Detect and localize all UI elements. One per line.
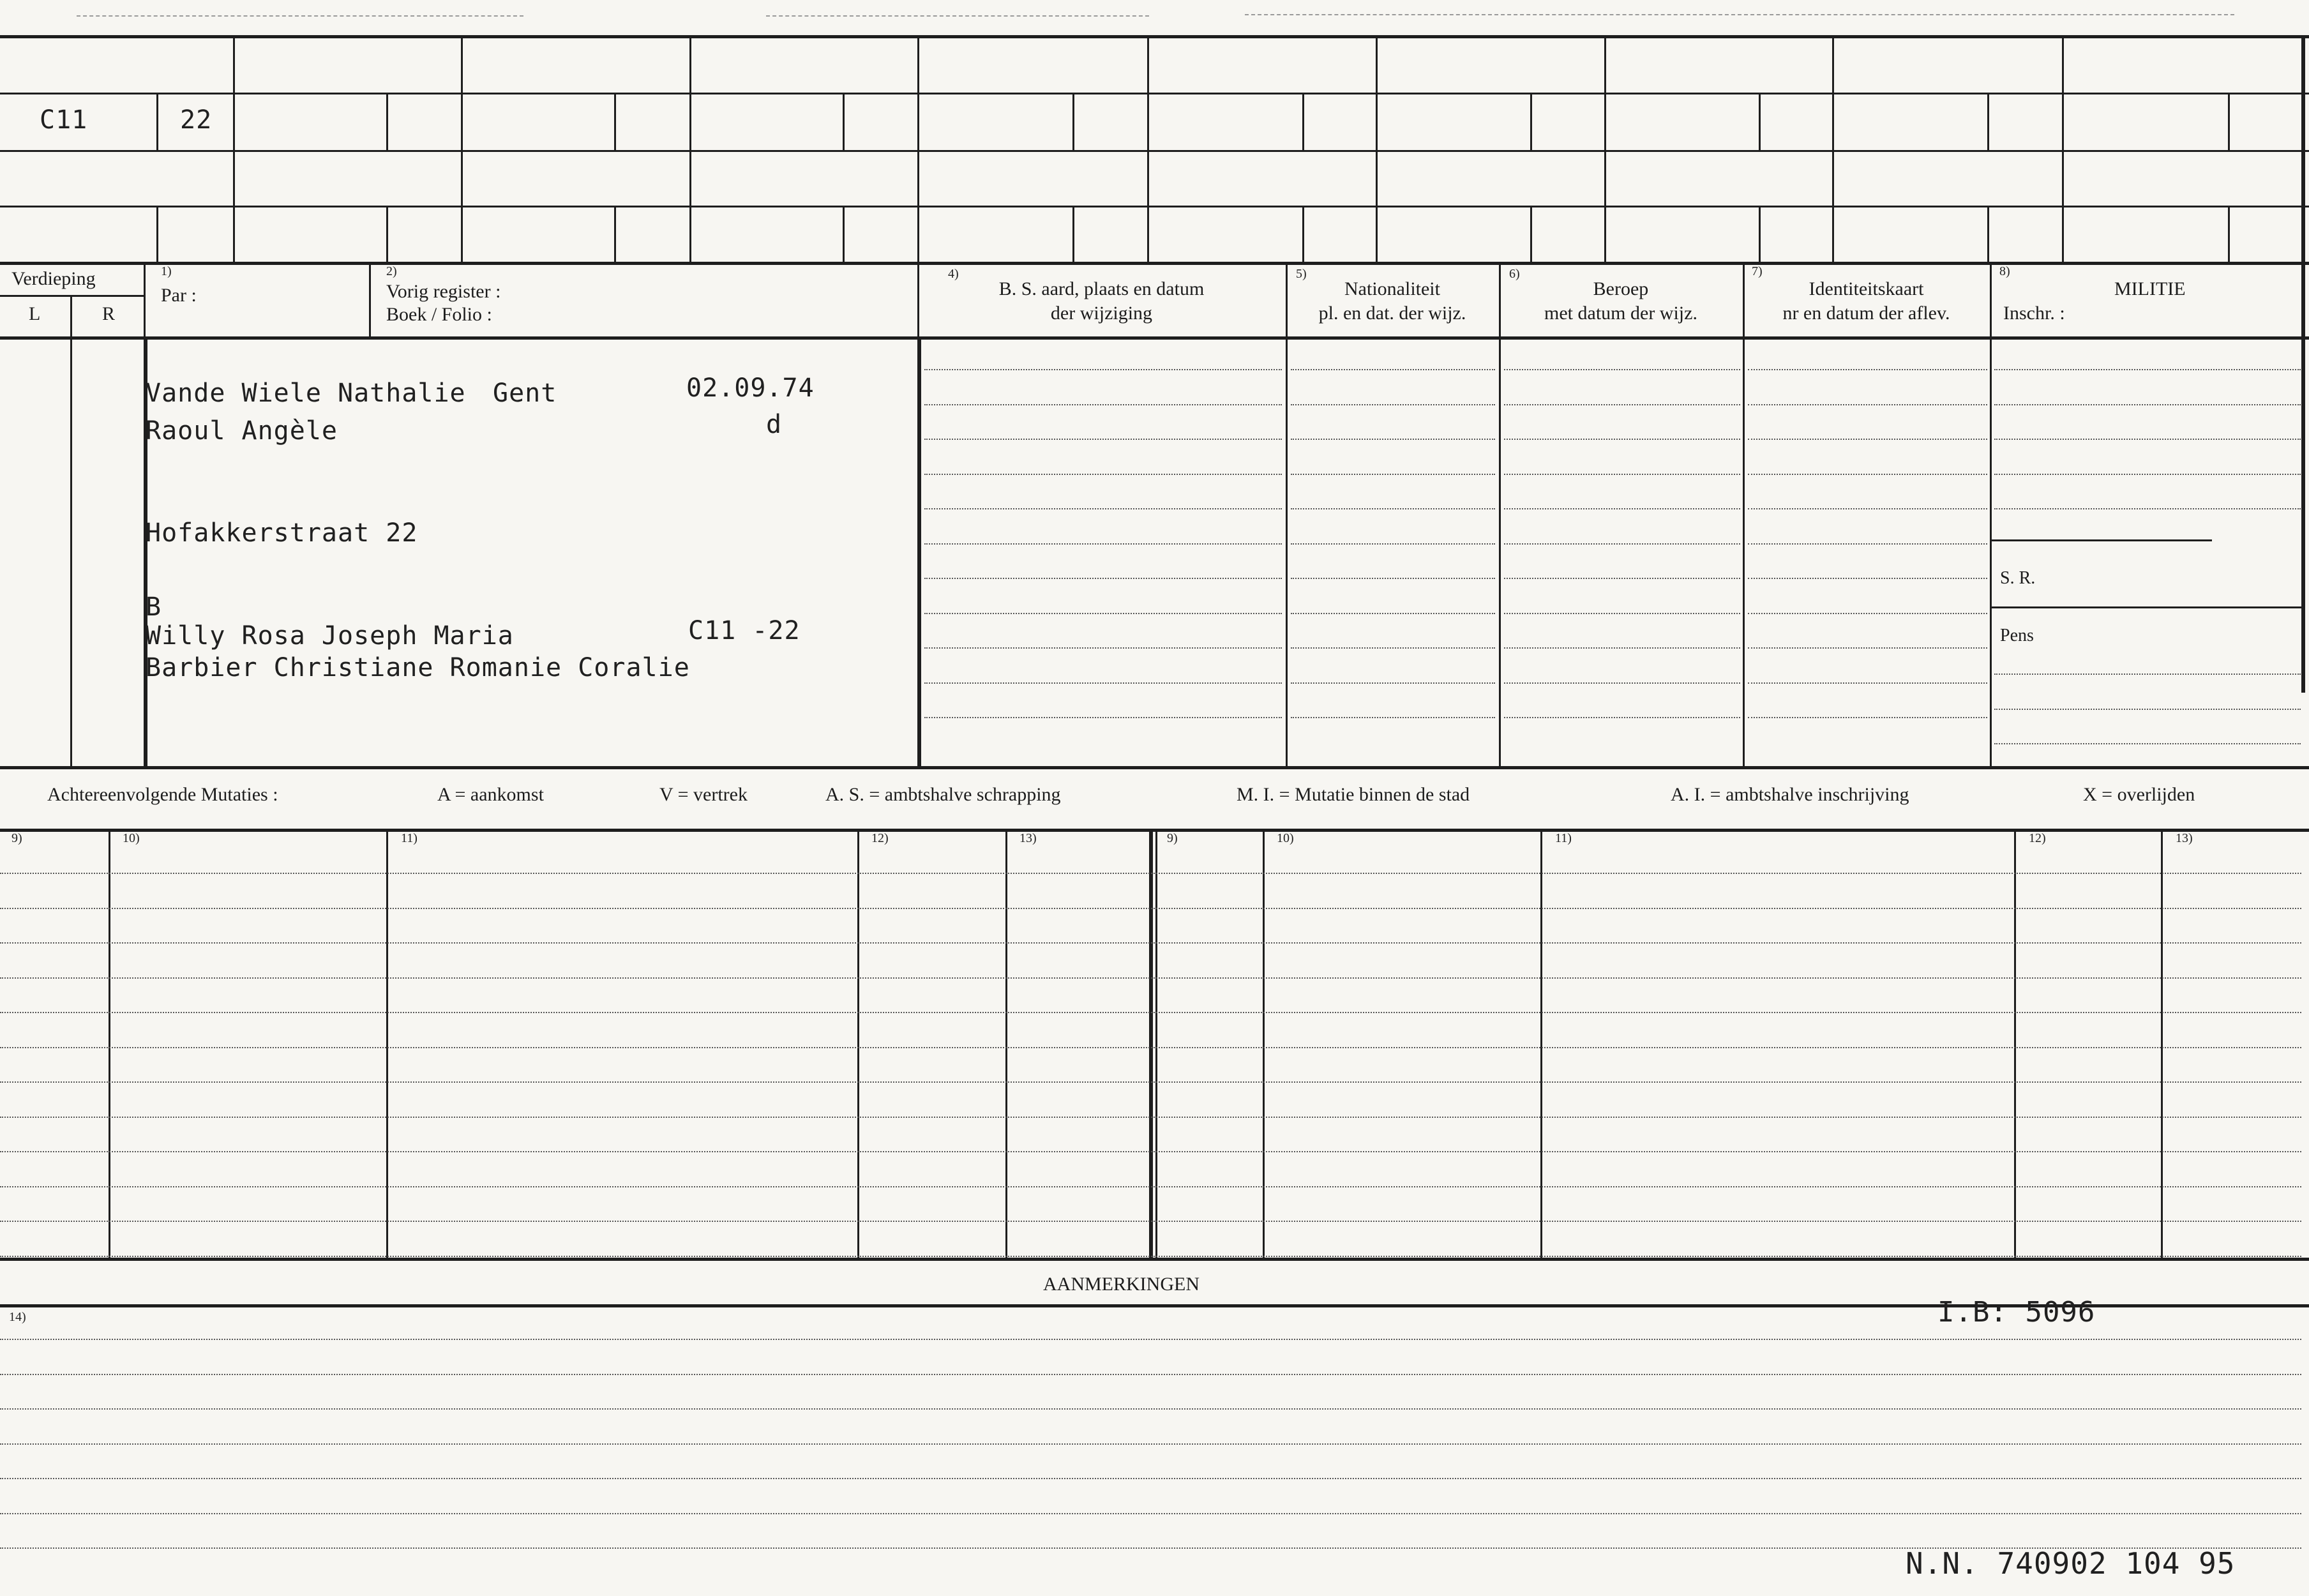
dotted-rule (1994, 439, 2301, 440)
dotted-rule (0, 1151, 2301, 1152)
dotted-rule (1994, 404, 2301, 405)
mut-col-10: 10) (123, 831, 140, 845)
dotted-rule (1504, 369, 1740, 370)
dotted-rule (1291, 682, 1495, 684)
dotted-rule (924, 543, 1282, 545)
dotted-rule (1994, 674, 2301, 675)
legend-ambtshalve-inschrijving: A. I. = ambtshalve inschrijving (1671, 784, 1909, 805)
scan-noise (1245, 14, 2234, 15)
dotted-rule (1504, 578, 1740, 579)
dotted-rule (1994, 508, 2301, 509)
l-label: L (29, 303, 41, 324)
dotted-rule (1748, 404, 1987, 405)
dotted-rule (924, 682, 1282, 684)
dotted-rule (1748, 717, 1987, 718)
boek-folio-label: Boek / Folio : (386, 304, 492, 325)
mut-col-11b: 11) (1555, 831, 1572, 845)
dotted-rule (1291, 404, 1495, 405)
dotted-rule (1504, 647, 1740, 649)
militie-divider (1992, 539, 2212, 541)
dotted-rule (1504, 613, 1740, 614)
dotted-rule (1504, 508, 1740, 509)
dotted-rule (1504, 543, 1740, 545)
dotted-rule (1994, 474, 2301, 475)
verdieping-label: Verdieping (11, 268, 96, 289)
mut-col-12: 12) (871, 831, 889, 845)
dotted-rule (1291, 717, 1495, 718)
dotted-rule (0, 1408, 2301, 1410)
dotted-rule (1504, 404, 1740, 405)
col6-num: 6) (1509, 267, 1520, 281)
dotted-rule (0, 942, 2301, 944)
mut-col-12b: 12) (2029, 831, 2046, 845)
mut-col-11: 11) (401, 831, 417, 845)
dotted-rule (0, 908, 2301, 909)
mut-col-13b: 13) (2176, 831, 2193, 845)
dotted-rule (1748, 682, 1987, 684)
vorig-register-label: Vorig register : (386, 281, 501, 302)
dotted-rule (924, 474, 1282, 475)
pens-label: Pens (2000, 626, 2034, 645)
legend-ambtshalve-schrapping: A. S. = ambtshalve schrapping (825, 784, 1061, 805)
dotted-rule (1291, 474, 1495, 475)
wijziging-label: der wijziging (1050, 303, 1153, 324)
beroep-label: Beroep (1593, 278, 1649, 299)
mother-name: Barbier Christiane Romanie Coralie (146, 653, 690, 682)
address: Hofakkerstraat 22 (146, 518, 418, 548)
dotted-rule (1291, 508, 1495, 509)
nationaliteit-sub-label: pl. en dat. der wijz. (1318, 303, 1466, 324)
birth-date: 02.09.74 (686, 373, 815, 403)
par-label: Par : (161, 285, 197, 306)
dotted-rule (1748, 613, 1987, 614)
ib-number: I.B: 5096 (1937, 1296, 2096, 1329)
record-ref: C11 -22 (688, 616, 801, 645)
inschr-label: Inschr. : (2003, 303, 2065, 324)
identiteitskaart-sub-label: nr en datum der aflev. (1782, 303, 1950, 324)
legend-vertrek: V = vertrek (659, 784, 748, 805)
dotted-rule (1504, 474, 1740, 475)
dotted-rule (1748, 543, 1987, 545)
dotted-rule (0, 1374, 2301, 1375)
person-name: Vande Wiele Nathalie (146, 379, 466, 408)
parents-names: Raoul Angèle (146, 416, 338, 446)
dotted-rule (1504, 717, 1740, 718)
mut-col-9: 9) (11, 831, 22, 845)
dotted-rule (924, 717, 1282, 718)
legend-aankomst: A = aankomst (437, 784, 544, 805)
dotted-rule (0, 1186, 2301, 1187)
dotted-rule (924, 508, 1282, 509)
dotted-rule (1748, 439, 1987, 440)
dotted-rule (0, 1221, 2301, 1222)
dotted-rule (1291, 543, 1495, 545)
dotted-rule (1504, 682, 1740, 684)
status-code: B (146, 592, 162, 622)
dotted-rule (1748, 647, 1987, 649)
dotted-rule (1291, 439, 1495, 440)
dotted-rule (0, 1117, 2301, 1118)
dotted-rule (1291, 647, 1495, 649)
col4-num: 4) (948, 267, 959, 281)
aanmerkingen-title: AANMERKINGEN (1043, 1274, 1200, 1295)
dotted-rule (0, 1478, 2301, 1479)
nationaliteit-label: Nationaliteit (1344, 278, 1440, 299)
mutaties-legend-title: Achtereenvolgende Mutaties : (47, 784, 278, 805)
dotted-rule (1291, 369, 1495, 370)
birth-place: Gent (493, 379, 557, 408)
father-name: Willy Rosa Joseph Maria (146, 621, 514, 651)
dotted-rule (1748, 474, 1987, 475)
beroep-sub-label: met datum der wijz. (1544, 303, 1697, 324)
identiteitskaart-label: Identiteitskaart (1809, 278, 1924, 299)
dotted-rule (1748, 508, 1987, 509)
mut-col-10b: 10) (1277, 831, 1294, 845)
gender-mark: d (766, 410, 783, 439)
dotted-rule (0, 1256, 2301, 1257)
dotted-rule (924, 647, 1282, 649)
col5-num: 5) (1296, 267, 1307, 281)
dotted-rule (1291, 613, 1495, 614)
mut-col-13: 13) (1019, 831, 1037, 845)
dotted-rule (924, 404, 1282, 405)
col7-num: 7) (1752, 264, 1763, 278)
dotted-rule (1994, 743, 2301, 744)
dotted-rule (0, 1443, 2301, 1445)
dotted-rule (0, 1012, 2301, 1013)
dotted-rule (0, 1047, 2301, 1048)
dotted-rule (1504, 439, 1740, 440)
dotted-rule (0, 1513, 2301, 1514)
bs-aard-label: B. S. aard, plaats en datum (998, 278, 1205, 299)
dotted-rule (0, 1339, 2301, 1340)
scan-noise (77, 15, 523, 17)
legend-mutatie-stad: M. I. = Mutatie binnen de stad (1237, 784, 1470, 805)
dotted-rule (1748, 578, 1987, 579)
dotted-rule (0, 1081, 2301, 1083)
militie-label: MILITIE (2114, 278, 2186, 299)
militie-divider (1992, 606, 2301, 608)
r-label: R (102, 303, 116, 324)
dotted-rule (1994, 709, 2301, 710)
dotted-rule (0, 977, 2301, 979)
nn-number: N.N. 740902 104 95 (1906, 1546, 2236, 1581)
dotted-rule (924, 369, 1282, 370)
sr-label: S. R. (2000, 568, 2036, 588)
section-code: C11 (40, 105, 88, 135)
dotted-rule (924, 439, 1282, 440)
dotted-rule (1748, 369, 1987, 370)
col1-num: 1) (161, 264, 172, 278)
dotted-rule (924, 578, 1282, 579)
col2-num: 2) (386, 264, 397, 278)
dotted-rule (1994, 369, 2301, 370)
dotted-rule (1291, 578, 1495, 579)
mut-col-9b: 9) (1167, 831, 1178, 845)
legend-overlijden: X = overlijden (2083, 784, 2195, 805)
remarks-num: 14) (9, 1310, 26, 1324)
dotted-rule (924, 613, 1282, 614)
col8-num: 8) (1999, 264, 2010, 278)
scan-noise (766, 15, 1149, 17)
house-number: 22 (180, 105, 213, 135)
dotted-rule (0, 873, 2301, 874)
